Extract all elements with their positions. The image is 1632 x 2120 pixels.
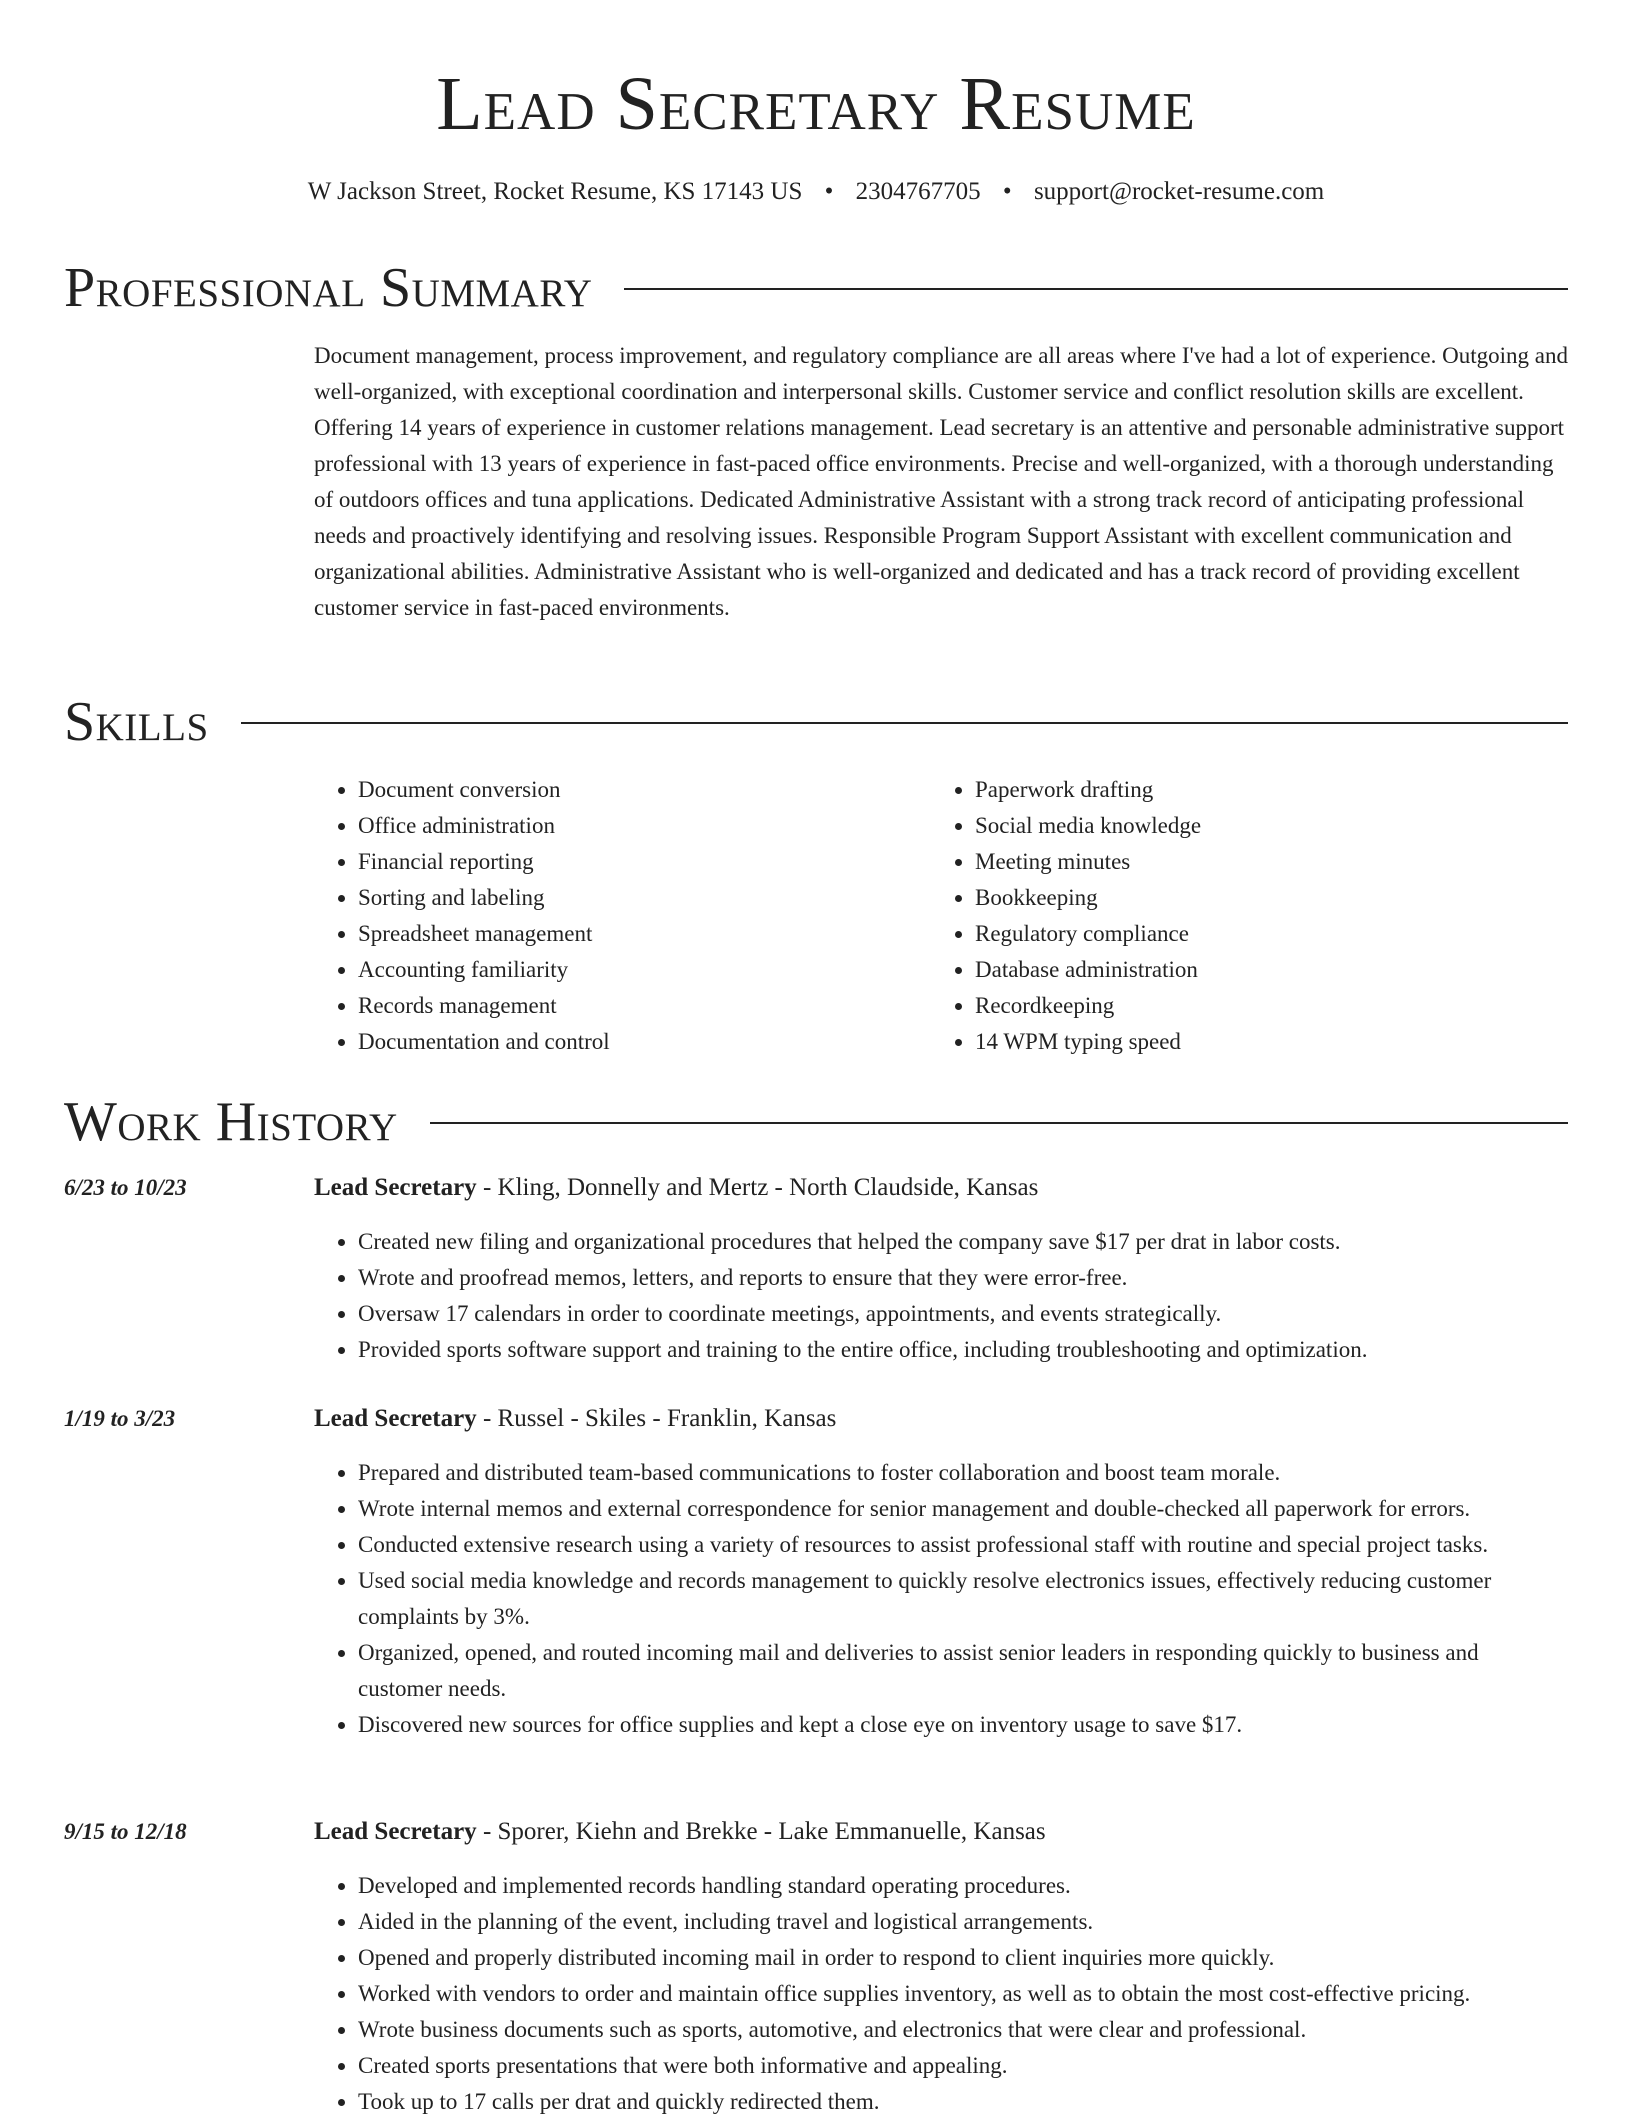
job-employer-location: - Kling, Donnelly and Mertz - North Claudside, Kansas [476, 1174, 1039, 1201]
job-title-line [314, 1170, 1568, 1206]
job-bullet: • Aided in the planning of the event, including travel and logistical arrangements. [358, 1904, 1568, 1940]
job-bullet: • Wrote internal memos and external correspondence for senior management and double-checked all paperwork for errors. [358, 1491, 1568, 1527]
contact-separator: • [1002, 178, 1012, 205]
skill-item: • Accounting familiarity [358, 952, 931, 988]
skill-item: • Document conversion [358, 772, 931, 808]
job-bullet: • Used social media knowledge and records management to quickly resolve electronics issues, effectively reducing customer complaints by 3%. [358, 1563, 1568, 1635]
job-date: 9/15 to 12/18 [64, 1819, 187, 1844]
resume-title: Lead Secretary Resume [436, 62, 1196, 146]
job-title-line [314, 1401, 1568, 1437]
skill-item: • Bookkeeping [975, 880, 1548, 916]
job-bullet: • Developed and implemented records handling standard operating procedures. [358, 1868, 1568, 1904]
skill-item: • Documentation and control [358, 1024, 931, 1060]
job-bullet: • Wrote and proofread memos, letters, and reports to ensure that they were error-free. [358, 1260, 1568, 1296]
job-date: 6/23 to 10/23 [64, 1175, 187, 1200]
job-role: Lead Secretary [314, 1818, 477, 1845]
skill-item: • Database administration [975, 952, 1548, 988]
job-bullet: • Worked with vendors to order and maintain office supplies inventory, as well as to obtain the most cost-effective pricing. [358, 1976, 1568, 2012]
skills-grid [314, 772, 1568, 1060]
job-bullet: • Took up to 17 calls per drat and quickly redirected them. [358, 2084, 1568, 2120]
job-title-line [314, 1814, 1568, 1850]
skill-item: • 14 WPM typing speed [975, 1024, 1548, 1060]
job-bullet: • Prepared and distributed team-based communications to foster collaboration and boost team morale. [358, 1455, 1568, 1491]
job-bullets [314, 1224, 1568, 1368]
skill-item: • Recordkeeping [975, 988, 1548, 1024]
contact-address: W Jackson Street, Rocket Resume, KS 17143 US [307, 178, 803, 205]
job-date: 1/19 to 3/23 [64, 1406, 176, 1431]
work-history-heading-text: Work History [64, 1091, 398, 1153]
skill-item: • Office administration [358, 808, 931, 844]
section-divider [241, 722, 1568, 724]
skills-heading-text: Skills [64, 691, 209, 753]
summary-section [64, 256, 1568, 620]
job-bullet: • Created new filing and organizational procedures that helped the company save $17 per drat in labor costs. [358, 1224, 1568, 1260]
skill-item: • Meeting minutes [975, 844, 1548, 880]
job-bullet: • Provided sports software support and training to the entire office, including troubleshooting and optimization. [358, 1332, 1568, 1368]
job-bullet: • Created sports presentations that were both informative and appealing. [358, 2048, 1568, 2084]
job-bullet: • Oversaw 17 calendars in order to coordinate meetings, appointments, and events strategically. [358, 1296, 1568, 1332]
summary-heading-text: Professional Summary [64, 257, 593, 319]
skill-item: • Spreadsheet management [358, 916, 931, 952]
job-role: Lead Secretary [314, 1174, 477, 1201]
skill-item: • Sorting and labeling [358, 880, 931, 916]
skills-section [64, 690, 1568, 1054]
job-bullet: • Organized, opened, and routed incoming mail and deliveries to assist senior leaders in responding quickly to business and customer needs. [358, 1635, 1568, 1707]
contact-separator: • [824, 178, 834, 205]
skills-list-right [931, 772, 1548, 1060]
summary-heading [64, 256, 1568, 320]
contact-phone: 2304767705 [855, 178, 981, 205]
work-history-heading [64, 1090, 1568, 1154]
job-bullet: • Opened and properly distributed incoming mail in order to respond to client inquiries more quickly. [358, 1940, 1568, 1976]
section-divider [624, 288, 1568, 290]
job-bullet: • Conducted extensive research using a variety of resources to assist professional staff with routine and special project tasks. [358, 1527, 1568, 1563]
job-bullet: • Discovered new sources for office supplies and kept a close eye on inventory usage to save $17. [358, 1707, 1568, 1743]
section-divider [430, 1122, 1568, 1124]
skill-item: • Regulatory compliance [975, 916, 1548, 952]
skill-item: • Records management [358, 988, 931, 1024]
job-bullets [314, 1868, 1568, 2120]
skills-list-left [314, 772, 931, 1060]
job-employer-location: - Russel - Skiles - Franklin, Kansas [476, 1405, 837, 1432]
job-employer-location: - Sporer, Kiehn and Brekke - Lake Emmanuelle, Kansas [476, 1818, 1046, 1845]
job-role: Lead Secretary [314, 1405, 477, 1432]
job-bullets [314, 1455, 1568, 1743]
skill-item: • Financial reporting [358, 844, 931, 880]
skills-heading [64, 690, 1568, 754]
job-bullet: • Wrote business documents such as sports, automotive, and electronics that were clear and professional. [358, 2012, 1568, 2048]
skill-item: • Paperwork drafting [975, 772, 1548, 808]
contact-line [0, 176, 1632, 208]
summary-text: Document management, process improvement, and regulatory compliance are all areas where I've had a lot of experience. Outgoing and well-organized, with exceptional coordination and interpersonal skills. Customer service and conflict resolution skills are excellent. Offering 14 years of experience in customer relations management. Lead secretary is an attentive and personable administrative support professional with 13 years of experience in fast-paced office environments. Precise and well-organized, with a thorough understanding of outdoors offices and tuna applications. Dedicated Administrative Assistant with a strong track record of anticipating professional needs and proactively identifying and resolving issues. Responsible Program Support Assistant with excellent communication and organizational abilities. Administrative Assistant who is well-organized and dedicated and has a track record of providing excellent customer service in fast-paced environments. [314, 343, 1568, 620]
contact-email: support@rocket-resume.com [1033, 178, 1325, 205]
skill-item: • Social media knowledge [975, 808, 1548, 844]
work-history-section [64, 1090, 1568, 2114]
